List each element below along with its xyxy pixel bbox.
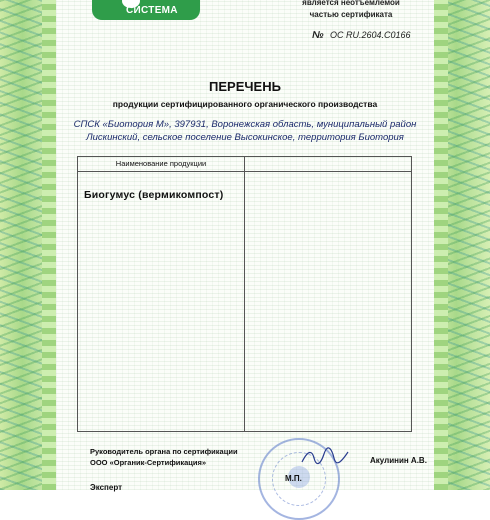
document-title: ПЕРЕЧЕНЬ bbox=[209, 79, 281, 94]
annex-line-2: частью сертификата bbox=[309, 10, 393, 19]
organic-system-logo bbox=[92, 0, 200, 20]
logo-text: СИСТЕМА bbox=[126, 5, 178, 16]
certificate-number-value: ОС RU.2604.С0166 bbox=[329, 30, 411, 40]
certification-head-label bbox=[90, 446, 238, 468]
organization-address bbox=[58, 118, 432, 144]
product-item: Биогумус (вермикомпост) bbox=[84, 189, 224, 201]
head-label-line-2: ООО «Органик-Сертификация» bbox=[90, 458, 207, 467]
certificate-number-label: № bbox=[312, 30, 324, 41]
security-border-right bbox=[434, 0, 490, 490]
annex-note bbox=[296, 0, 406, 21]
annex-line-1: является неотъемлемой bbox=[302, 0, 400, 7]
seal-place-label: М.П. bbox=[285, 474, 302, 483]
head-name: Акулинин А.В. bbox=[370, 456, 427, 465]
head-label-line-1: Руководитель органа по сертификации bbox=[90, 447, 238, 456]
signature bbox=[300, 446, 350, 468]
document-subtitle: продукции сертифицированного органического производства bbox=[112, 99, 378, 109]
expert-label: Эксперт bbox=[90, 483, 123, 492]
certificate-number bbox=[312, 30, 411, 41]
organization-line-1: СПСК «Биотория М», 397931, Воронежская область, муниципальный район bbox=[73, 119, 417, 130]
organization-line-2: Лискинский, сельское поселение Высокинское, территория Биотория bbox=[86, 132, 404, 143]
column-divider bbox=[244, 157, 245, 431]
products-table bbox=[77, 156, 412, 432]
column-header-product-name: Наименование продукции bbox=[78, 157, 244, 172]
security-border-left bbox=[0, 0, 56, 490]
column-header-empty bbox=[245, 157, 411, 172]
